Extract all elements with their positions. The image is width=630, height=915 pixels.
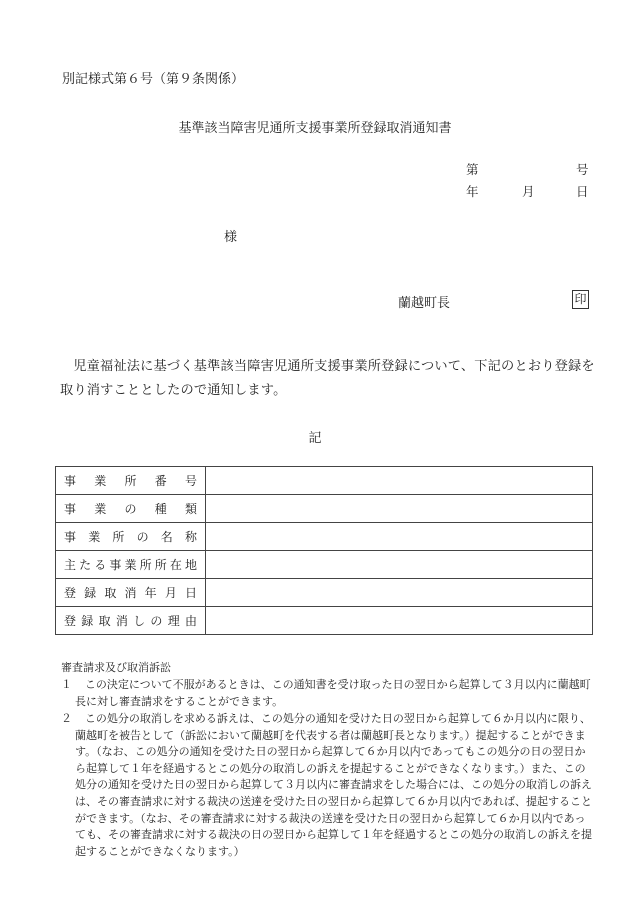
month-label: 月 <box>522 184 535 199</box>
row-value-cell[interactable] <box>206 495 593 523</box>
issuer-name: 蘭越町長 <box>398 296 451 311</box>
table-row <box>56 607 593 635</box>
note-number: １ <box>61 678 72 691</box>
note-text: この決定について不服があるときは、この通知書を受け取った日の翌日から起算して３月以内に蘭越町長に対し審査請求をすることができます。 <box>75 678 591 708</box>
note-text: この処分の取消しを求める訴えは、この処分の通知を受けた日の翌日から起算して６か月以内に限り、蘭越町を被告として（訴訟において蘭越町を代表する者は蘭越町長となります。）提起することができます。（なお、この処分の通知を受けた日の翌日から起算して６か月以内であってもこの処分の日の翌日から起算して１年を経過するとこの処分の取消しの訴えを提起することができなくなります。）また、この処分の通知を受けた日の翌日から起算して３月以内に審査請求をした場合には、この処分の取消しの訴えは、その審査請求に対する裁決の送達を受けた日の翌日から起算して６か月以内であれば、提起することができます。（なお、その審査請求に対する裁決の送達を受けた日の翌日から起算して６か月以内であっても、その審査請求に対する裁決の日の翌日から起算して１年を経過するとこの処分の取消しの訴えを提起することができなくなります。） <box>75 712 592 858</box>
date-line <box>0 182 630 198</box>
year-label: 年 <box>466 184 479 199</box>
row-value-cell[interactable] <box>206 551 593 579</box>
row-value-cell[interactable] <box>206 607 593 635</box>
row-label: 主たる事業所所在地 <box>56 551 206 579</box>
ki-heading: 記 <box>308 431 322 446</box>
row-label: 事業所番号 <box>56 467 206 495</box>
number-go-label: 号 <box>576 162 589 177</box>
seal-mark: 印 <box>572 290 589 309</box>
table-row <box>56 495 593 523</box>
row-label: 事業所の名称 <box>56 523 206 551</box>
table-row <box>56 467 593 495</box>
day-label: 日 <box>576 184 589 199</box>
note-item-2 <box>61 711 593 860</box>
note-number: ２ <box>61 712 72 725</box>
row-label: 事業の種類 <box>56 495 206 523</box>
form-number: 別記様式第６号（第９条関係） <box>62 72 245 87</box>
note-item-1 <box>61 677 593 710</box>
table-row <box>56 523 593 551</box>
row-label: 登録取消しの理由 <box>56 607 206 635</box>
notice-body: 児童福祉法に基づく基準該当障害児通所支援事業所登録について、下記のとおり登録を取り消すこととしたので通知します。 <box>60 359 595 398</box>
addressee-suffix: 様 <box>224 230 238 245</box>
row-value-cell[interactable] <box>206 523 593 551</box>
notes-heading: 審査請求及び取消訴訟 <box>61 661 171 674</box>
table-row <box>56 579 593 607</box>
document-number-line <box>0 160 630 176</box>
row-value-cell[interactable] <box>206 579 593 607</box>
table-row <box>56 551 593 579</box>
document-title: 基準該当障害児通所支援事業所登録取消通知書 <box>178 121 452 136</box>
row-value-cell[interactable] <box>206 467 593 495</box>
registration-info-table <box>55 466 593 635</box>
row-label: 登録取消年月日 <box>56 579 206 607</box>
number-dai-label: 第 <box>466 162 479 177</box>
